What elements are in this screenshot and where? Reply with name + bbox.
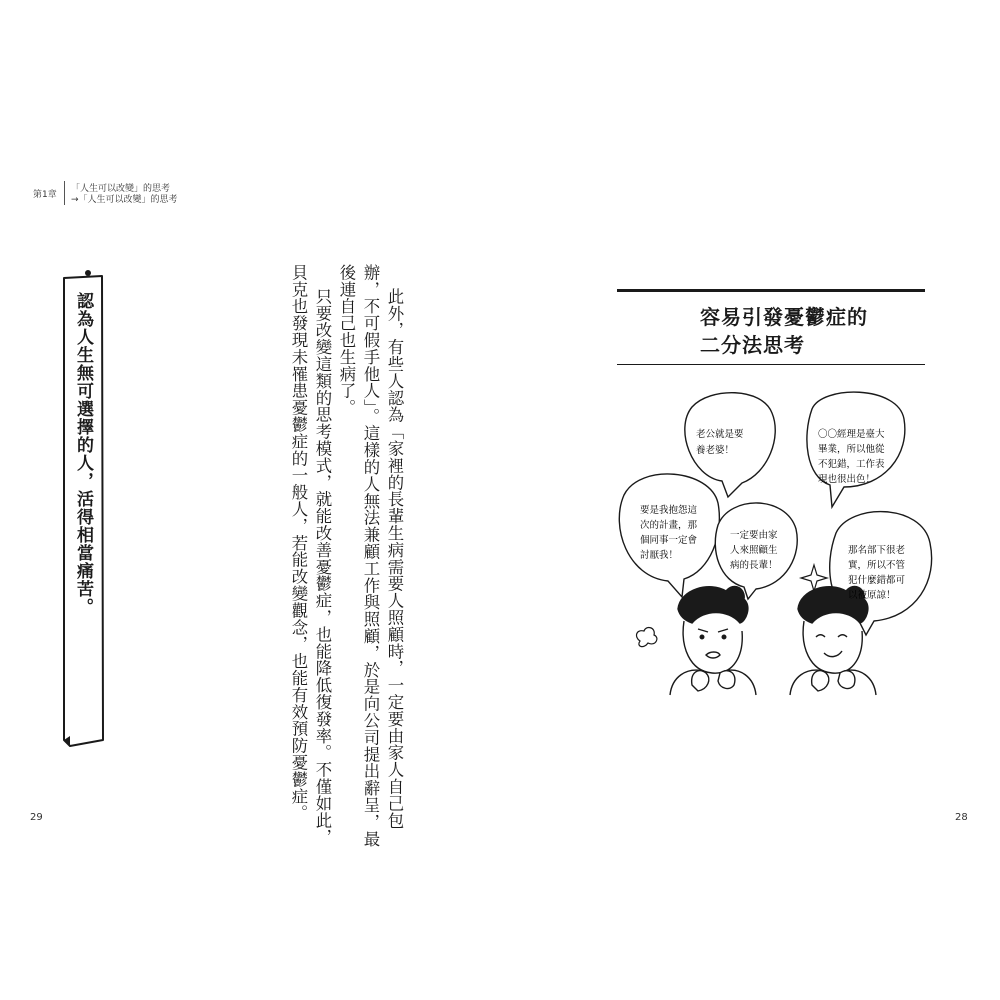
bubble-5-line-1: 那名部下很老 [848,545,906,556]
chapter-label: 第1章 [33,190,57,200]
body-column-3: 後連自己也生病了。 [337,264,356,417]
title-rule-top [617,289,925,292]
bubble-4-line-4: 現也很出色！ [818,474,876,485]
bubble-2-line-2: 次的計畫，那 [640,520,698,531]
body-column-2: 辦，不可假手他人」。這樣的人無法兼顧工作與照顧，於是向公司提出辭呈，最 [361,264,380,848]
page-number-right: 28 [955,812,968,823]
bubble-4-line-3: 不犯錯，工作表 [818,459,885,470]
bubble-2-line-3: 個同事一定會 [640,535,698,546]
section-title-line-2: 二分法思考 [700,333,805,357]
bubble-5-line-3: 犯什麼錯都可 [848,575,906,586]
man-left [670,586,756,695]
header-line-2: →「人生可以改變」的思考 [71,195,178,205]
body-column-4: 只要改變這類的思考模式，就能改善憂鬱症，也能降低復發率。不僅如此， [313,288,332,846]
bubble-2-line-4: 討厭我！ [640,550,679,561]
header-divider [64,181,65,205]
header-line-1: 「人生可以改變」的思考 [71,184,171,194]
bubble-4-line-2: 畢業，所以他從 [818,444,885,455]
body-column-5: 貝克也發現未罹患憂鬱症的一般人，若能改變觀念，也能有效預防憂鬱症。 [289,264,308,822]
page-number-left: 29 [30,812,43,823]
bubble-3-line-1: 一定要由家 [730,530,778,541]
bubble-3-line-2: 人來照顧生 [730,545,778,556]
bubble-2-line-1: 要是我抱怨這 [640,505,698,516]
bubble-1-line-1: 老公就是要 [696,429,744,440]
man-right [790,586,876,695]
speech-bubble-5 [830,512,932,635]
bubble-1-line-2: 養老婆！ [696,445,735,456]
puff-icon [637,628,657,647]
bubble-5-line-4: 以被原諒！ [848,590,896,601]
bubble-5-line-2: 實，所以不管 [848,560,906,571]
body-column-1: 此外，有些人認為「家裡的長輩生病需要人照顧時，一定要由家人自己包 [385,288,404,829]
illustration [600,385,940,700]
title-rule-bottom [617,364,925,365]
section-title-line-1: 容易引發憂鬱症的 [700,305,868,329]
bubble-4-line-1: 〇〇經理是臺大 [818,429,885,440]
bubble-3-line-3: 病的長輩！ [730,560,778,571]
banner-text: 認為人生無可選擇的人，活得相當痛苦。 [73,292,93,616]
